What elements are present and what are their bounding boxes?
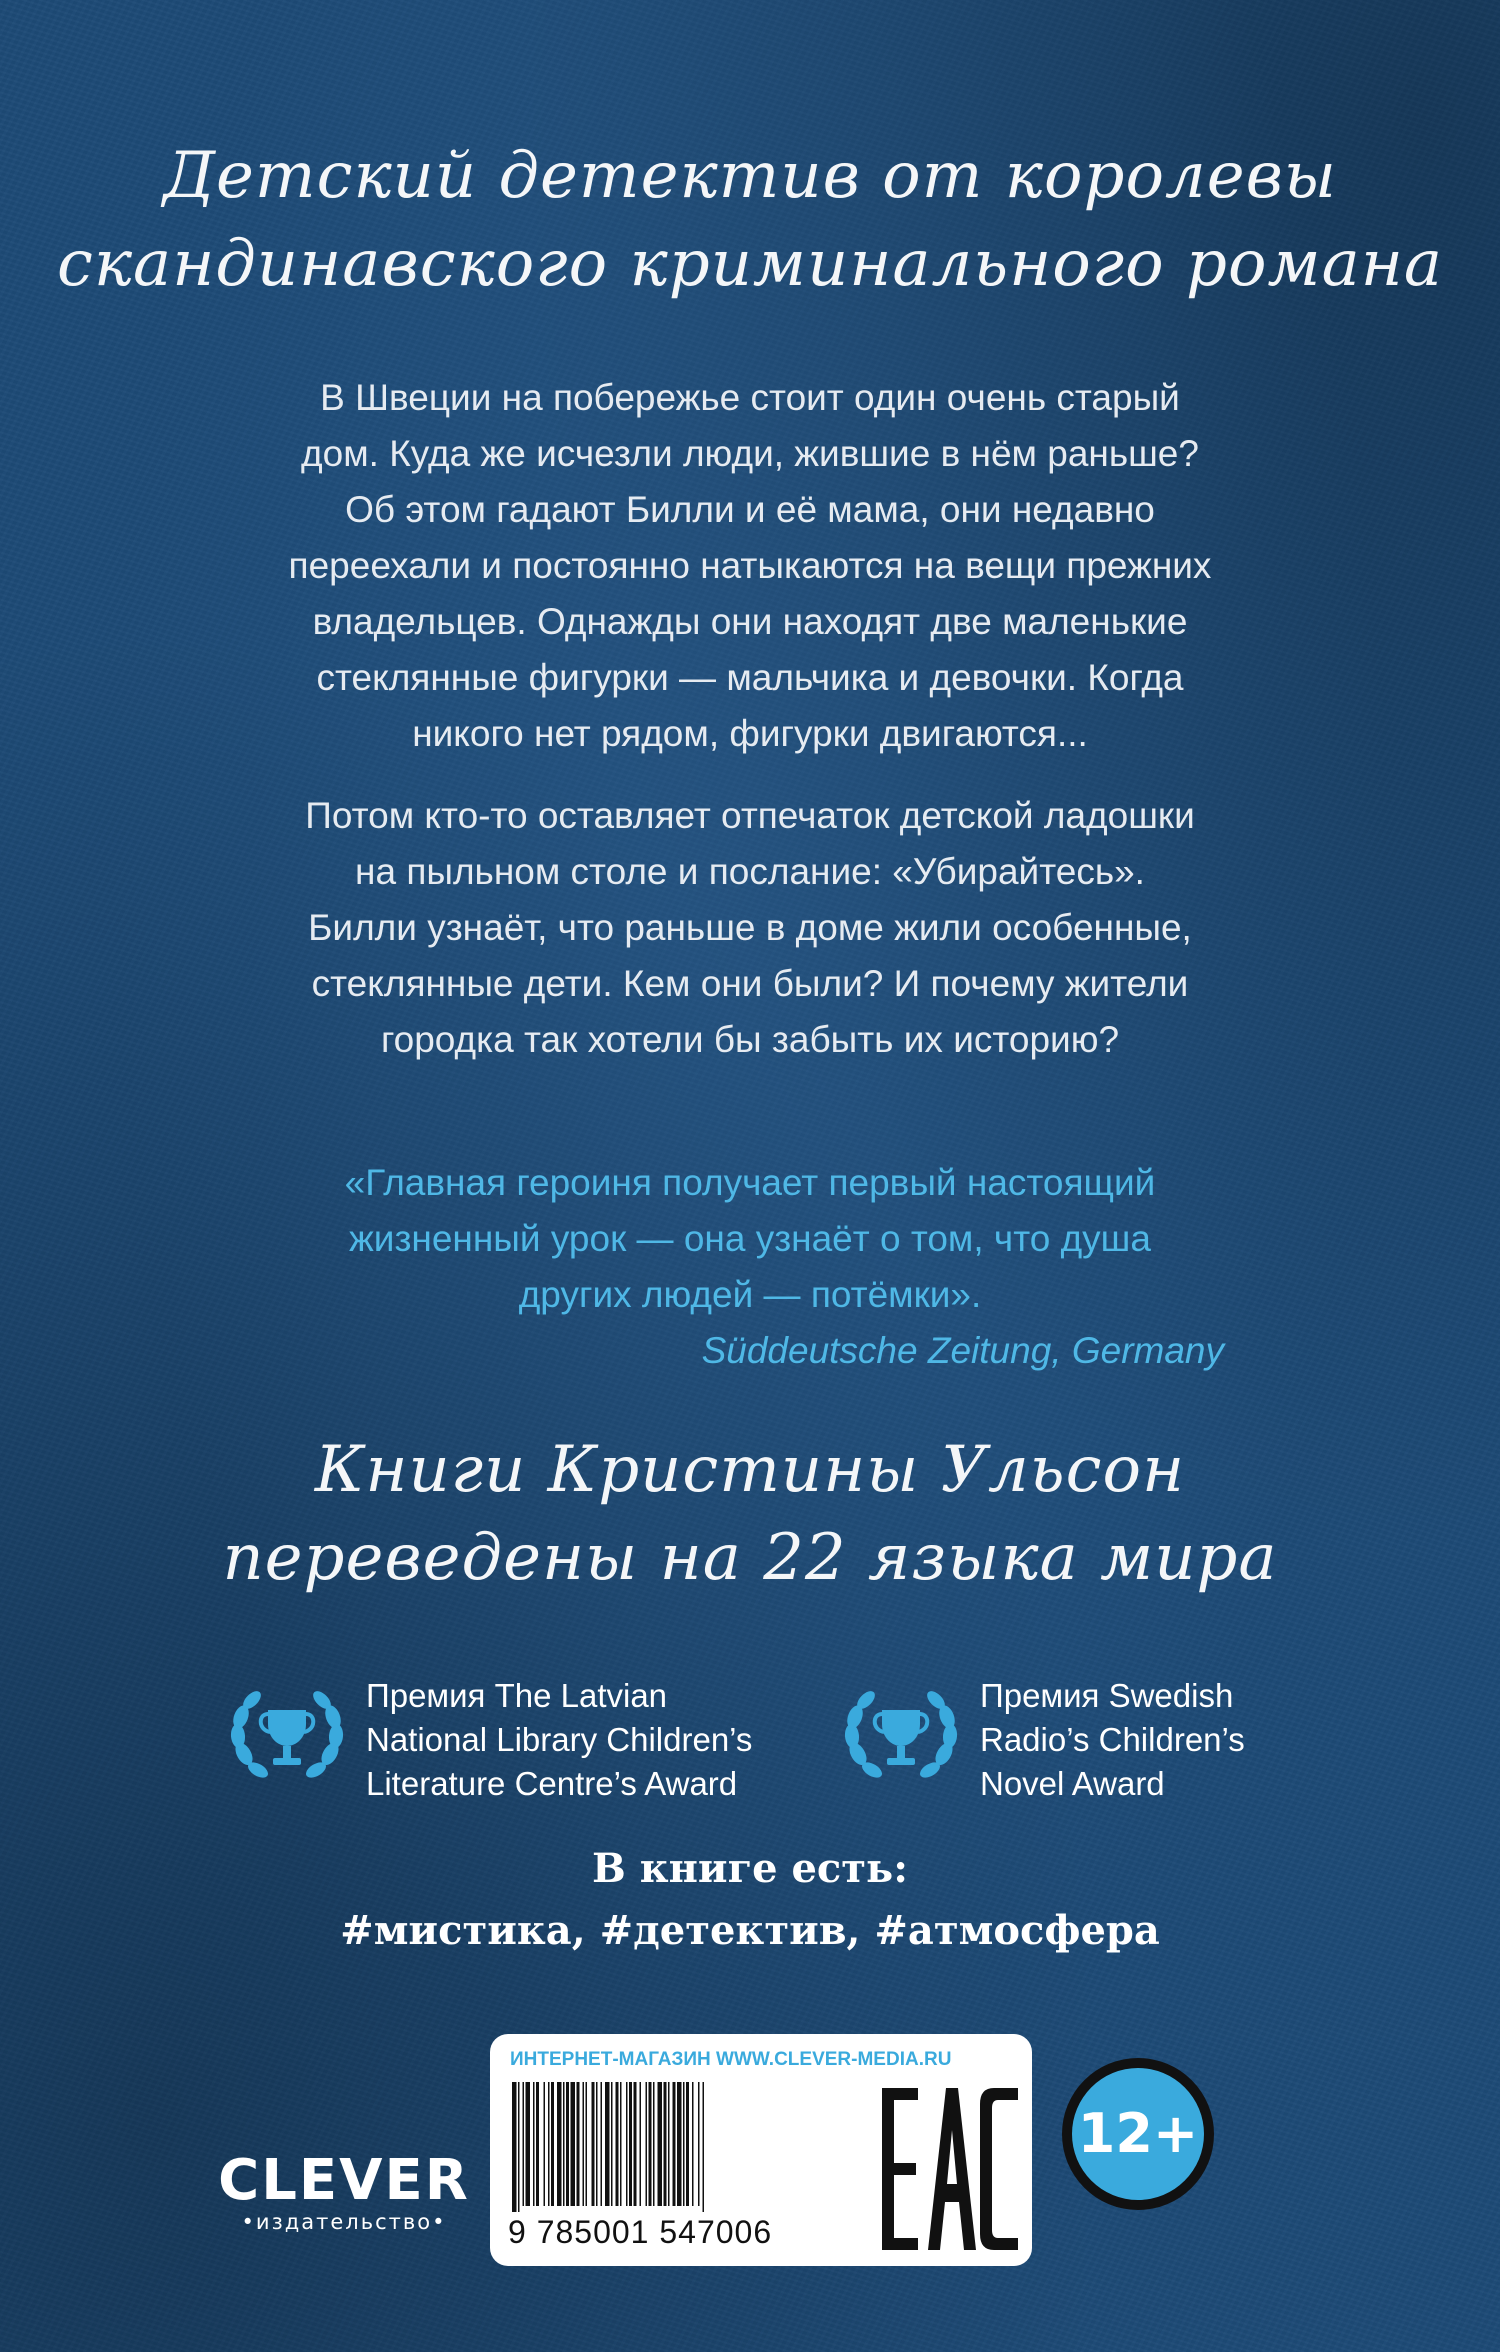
headline-translations (0, 1426, 1500, 1602)
barcode-bar (571, 2082, 576, 2206)
award-line: Literature Centre’s Award (366, 1765, 738, 1802)
award-line: Radio’s Children’s (980, 1721, 1245, 1758)
paragraph-1-line: владельцев. Однажды они находят две маленькие (312, 601, 1188, 642)
headline-top-line-2: скандинавского криминального романа (56, 227, 1444, 301)
trophy-laurel-icon (228, 1684, 346, 1788)
paragraph-1-line: переехали и постоянно натыкаются на вещи прежних (288, 545, 1212, 586)
publisher-logo (214, 2148, 474, 2234)
barcode-bar (620, 2082, 622, 2206)
barcode-bar (512, 2082, 517, 2212)
quote-line: других людей — потёмки». (518, 1274, 982, 1315)
paragraph-2-line: стеклянные дети. Кем они были? И почему жители (311, 963, 1189, 1004)
award-swedish-text (980, 1674, 1245, 1806)
award-latvian-text (366, 1674, 752, 1806)
age-rating-label: 12+ (1077, 2102, 1199, 2165)
publisher-subtitle: •издательство• (241, 2210, 447, 2234)
tags-list: #мистика, #детектив, #атмосфера (340, 1907, 1160, 1954)
barcode-bar (548, 2082, 550, 2206)
publisher-name: CLEVER (218, 2148, 470, 2213)
shop-url-text: ИНТЕРНЕТ-МАГАЗИН WWW.CLEVER-MEDIA.RU (510, 2049, 952, 2070)
headline-mid-line-1: Книги Кристины Ульсон (314, 1433, 1186, 1507)
barcode-bar (605, 2082, 610, 2206)
barcode-bar (692, 2082, 694, 2206)
award-swedish-radio (842, 1674, 1292, 1806)
age-rating-badge (1058, 2054, 1218, 2214)
barcode-bar (577, 2082, 580, 2206)
barcode-bar (649, 2082, 652, 2206)
description-paragraph-2 (210, 788, 1290, 1068)
headline-mid-line-2: переведены на 22 языка мира (222, 1521, 1278, 1595)
barcode-bar (629, 2082, 632, 2206)
barcode-bar (596, 2082, 598, 2206)
barcode-bar (536, 2082, 539, 2206)
tags-title: В книге есть: (592, 1845, 908, 1892)
barcode-bar (566, 2082, 569, 2206)
barcode-panel (490, 2034, 1032, 2266)
barcode-bar (518, 2082, 520, 2212)
barcode-bar (626, 2082, 628, 2206)
press-quote (220, 1155, 1280, 1379)
paragraph-1-line: В Швеции на побережье стоит один очень старый (320, 377, 1180, 418)
barcode-bar (664, 2082, 667, 2206)
barcode-icon (508, 2082, 868, 2212)
barcode-bar (551, 2082, 554, 2206)
barcode-bar (601, 2082, 603, 2206)
award-line: Премия The Latvian (366, 1677, 668, 1714)
paragraph-1-line: дом. Куда же исчезли люди, жившие в нём раньше? (301, 433, 1199, 474)
barcode-bar (563, 2082, 565, 2206)
barcode-bar (526, 2082, 531, 2206)
barcode-bar (533, 2082, 535, 2206)
award-line: Премия Swedish (980, 1677, 1234, 1714)
barcode-bar (646, 2082, 648, 2206)
barcode-bar (640, 2082, 642, 2206)
award-latvian (228, 1674, 828, 1806)
barcode-bar (673, 2082, 676, 2206)
barcode-bar (677, 2082, 682, 2206)
barcode-bar (658, 2082, 663, 2206)
headline-top-line-1: Детский детектив от королевы (163, 139, 1337, 213)
barcode-bar (586, 2082, 588, 2206)
book-tags (0, 1838, 1500, 1962)
barcode-bar (544, 2082, 546, 2206)
barcode-bar (683, 2082, 685, 2206)
barcode-bar (583, 2082, 585, 2206)
trophy-laurel-icon (842, 1684, 960, 1788)
barcode-bar (616, 2082, 619, 2206)
paragraph-1-line: стеклянные фигурки — мальчика и девочки. Когда (316, 657, 1184, 698)
barcode-bar (686, 2082, 689, 2206)
paragraph-2-line: Потом кто-то оставляет отпечаток детской ладошки (305, 795, 1195, 836)
barcode-bar (523, 2082, 525, 2206)
paragraph-2-line: городка так хотели бы забыть их историю? (380, 1019, 1120, 1060)
barcode-bar (703, 2082, 705, 2212)
paragraph-1-line: Об этом гадают Билли и её мама, они недавно (345, 489, 1155, 530)
barcode-bar (557, 2082, 562, 2206)
quote-line: «Главная героиня получает первый настоящий (344, 1162, 1156, 1203)
headline-top (0, 132, 1500, 308)
eac-certification-icon (880, 2084, 1020, 2254)
quote-source: Süddeutsche Zeitung, Germany (701, 1330, 1224, 1371)
paragraph-1-line: никого нет рядом, фигурки двигаются... (412, 713, 1088, 754)
barcode-bar (592, 2082, 595, 2206)
barcode-bar (698, 2082, 700, 2206)
award-line: National Library Children’s (366, 1721, 753, 1758)
barcode-bar (668, 2082, 670, 2206)
barcode-bar (611, 2082, 613, 2206)
award-line: Novel Award (980, 1765, 1165, 1802)
barcode-bar (653, 2082, 655, 2206)
quote-line: жизненный урок — она узнаёт о том, что душа (349, 1218, 1151, 1259)
barcode-bar (634, 2082, 637, 2206)
description-paragraph-1 (210, 370, 1290, 762)
barcode-digits: 9 785001 547006 (508, 2214, 773, 2250)
paragraph-2-line: Билли узнаёт, что раньше в доме жили особенные, (308, 907, 1192, 948)
paragraph-2-line: на пыльном столе и послание: «Убирайтесь». (355, 851, 1145, 892)
